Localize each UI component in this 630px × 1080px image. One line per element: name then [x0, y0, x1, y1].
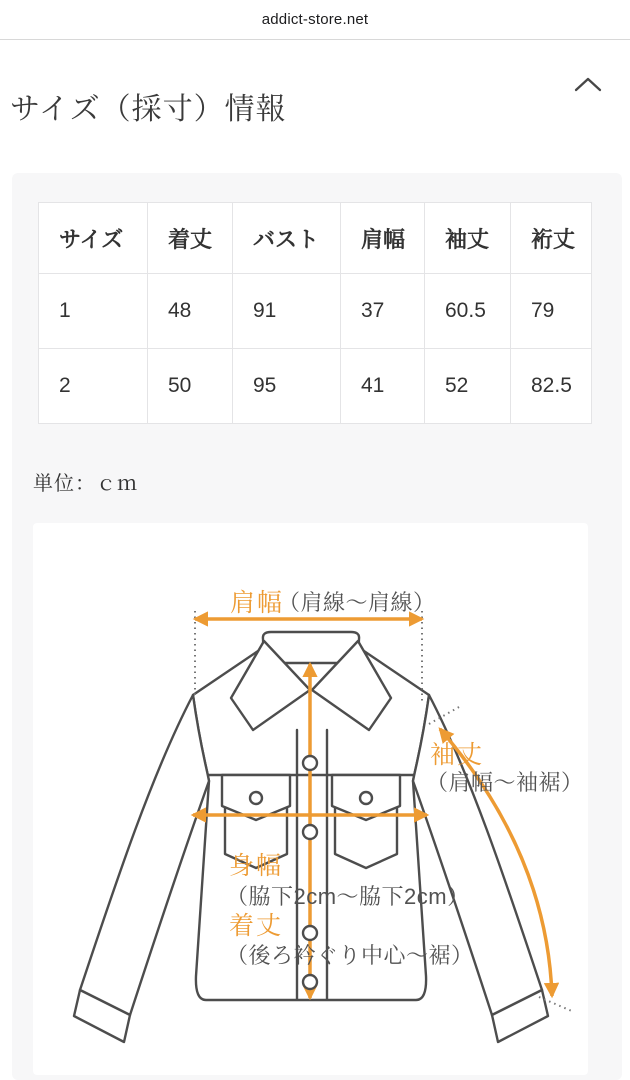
body-width-sublabel: （脇下2cm〜脇下2cm）: [226, 884, 470, 909]
size-info-section-header[interactable]: [0, 40, 630, 140]
column-header: 肩幅: [341, 203, 425, 274]
size-info-panel: [12, 173, 622, 1080]
front-button: [303, 825, 317, 839]
table-row: [39, 349, 592, 424]
sleeve-length-label: 袖丈: [430, 741, 485, 769]
body-length-label: 着丈: [229, 912, 284, 940]
front-button: [303, 926, 317, 940]
column-header: バスト: [233, 203, 341, 274]
body-width-label: 身幅: [229, 852, 284, 880]
browser-url-bar[interactable]: [0, 0, 630, 40]
table-cell: 95: [233, 349, 341, 424]
table-row: [39, 274, 592, 349]
page-title: サイズ（採寸）情報: [10, 92, 287, 126]
table-cell: 60.5: [425, 274, 511, 349]
table-cell: 1: [39, 274, 148, 349]
size-table-header-row: [39, 203, 592, 274]
shoulder-width-label: 肩幅: [230, 589, 285, 617]
body-length-sublabel: （後ろ衿ぐり中心〜裾）: [226, 943, 474, 968]
left-pocket-button: [250, 792, 262, 804]
unit-note: 単位：ｃｍ: [33, 473, 138, 495]
table-cell: 48: [148, 274, 233, 349]
column-header: 裄丈: [511, 203, 592, 274]
front-button: [303, 756, 317, 770]
size-table: [38, 202, 592, 424]
column-header: サイズ: [39, 203, 148, 274]
table-cell: 52: [425, 349, 511, 424]
sleeve-length-sublabel: （肩幅〜袖裾）: [426, 770, 584, 795]
front-button: [303, 975, 317, 989]
right-pocket-button: [360, 792, 372, 804]
left-sleeve: [80, 695, 209, 1015]
column-header: 袖丈: [425, 203, 511, 274]
table-cell: 2: [39, 349, 148, 424]
table-cell: 91: [233, 274, 341, 349]
table-cell: 41: [341, 349, 425, 424]
chevron-up-icon: [572, 74, 604, 96]
table-cell: 79: [511, 274, 592, 349]
jacket-measurement-diagram: [33, 523, 588, 1075]
collapse-section-button[interactable]: [572, 74, 604, 96]
url-text[interactable]: addict-store.net: [261, 11, 369, 28]
table-cell: 50: [148, 349, 233, 424]
shoulder-width-sublabel: （肩線〜肩線）: [278, 590, 436, 615]
table-cell: 82.5: [511, 349, 592, 424]
table-cell: 37: [341, 274, 425, 349]
column-header: 着丈: [148, 203, 233, 274]
